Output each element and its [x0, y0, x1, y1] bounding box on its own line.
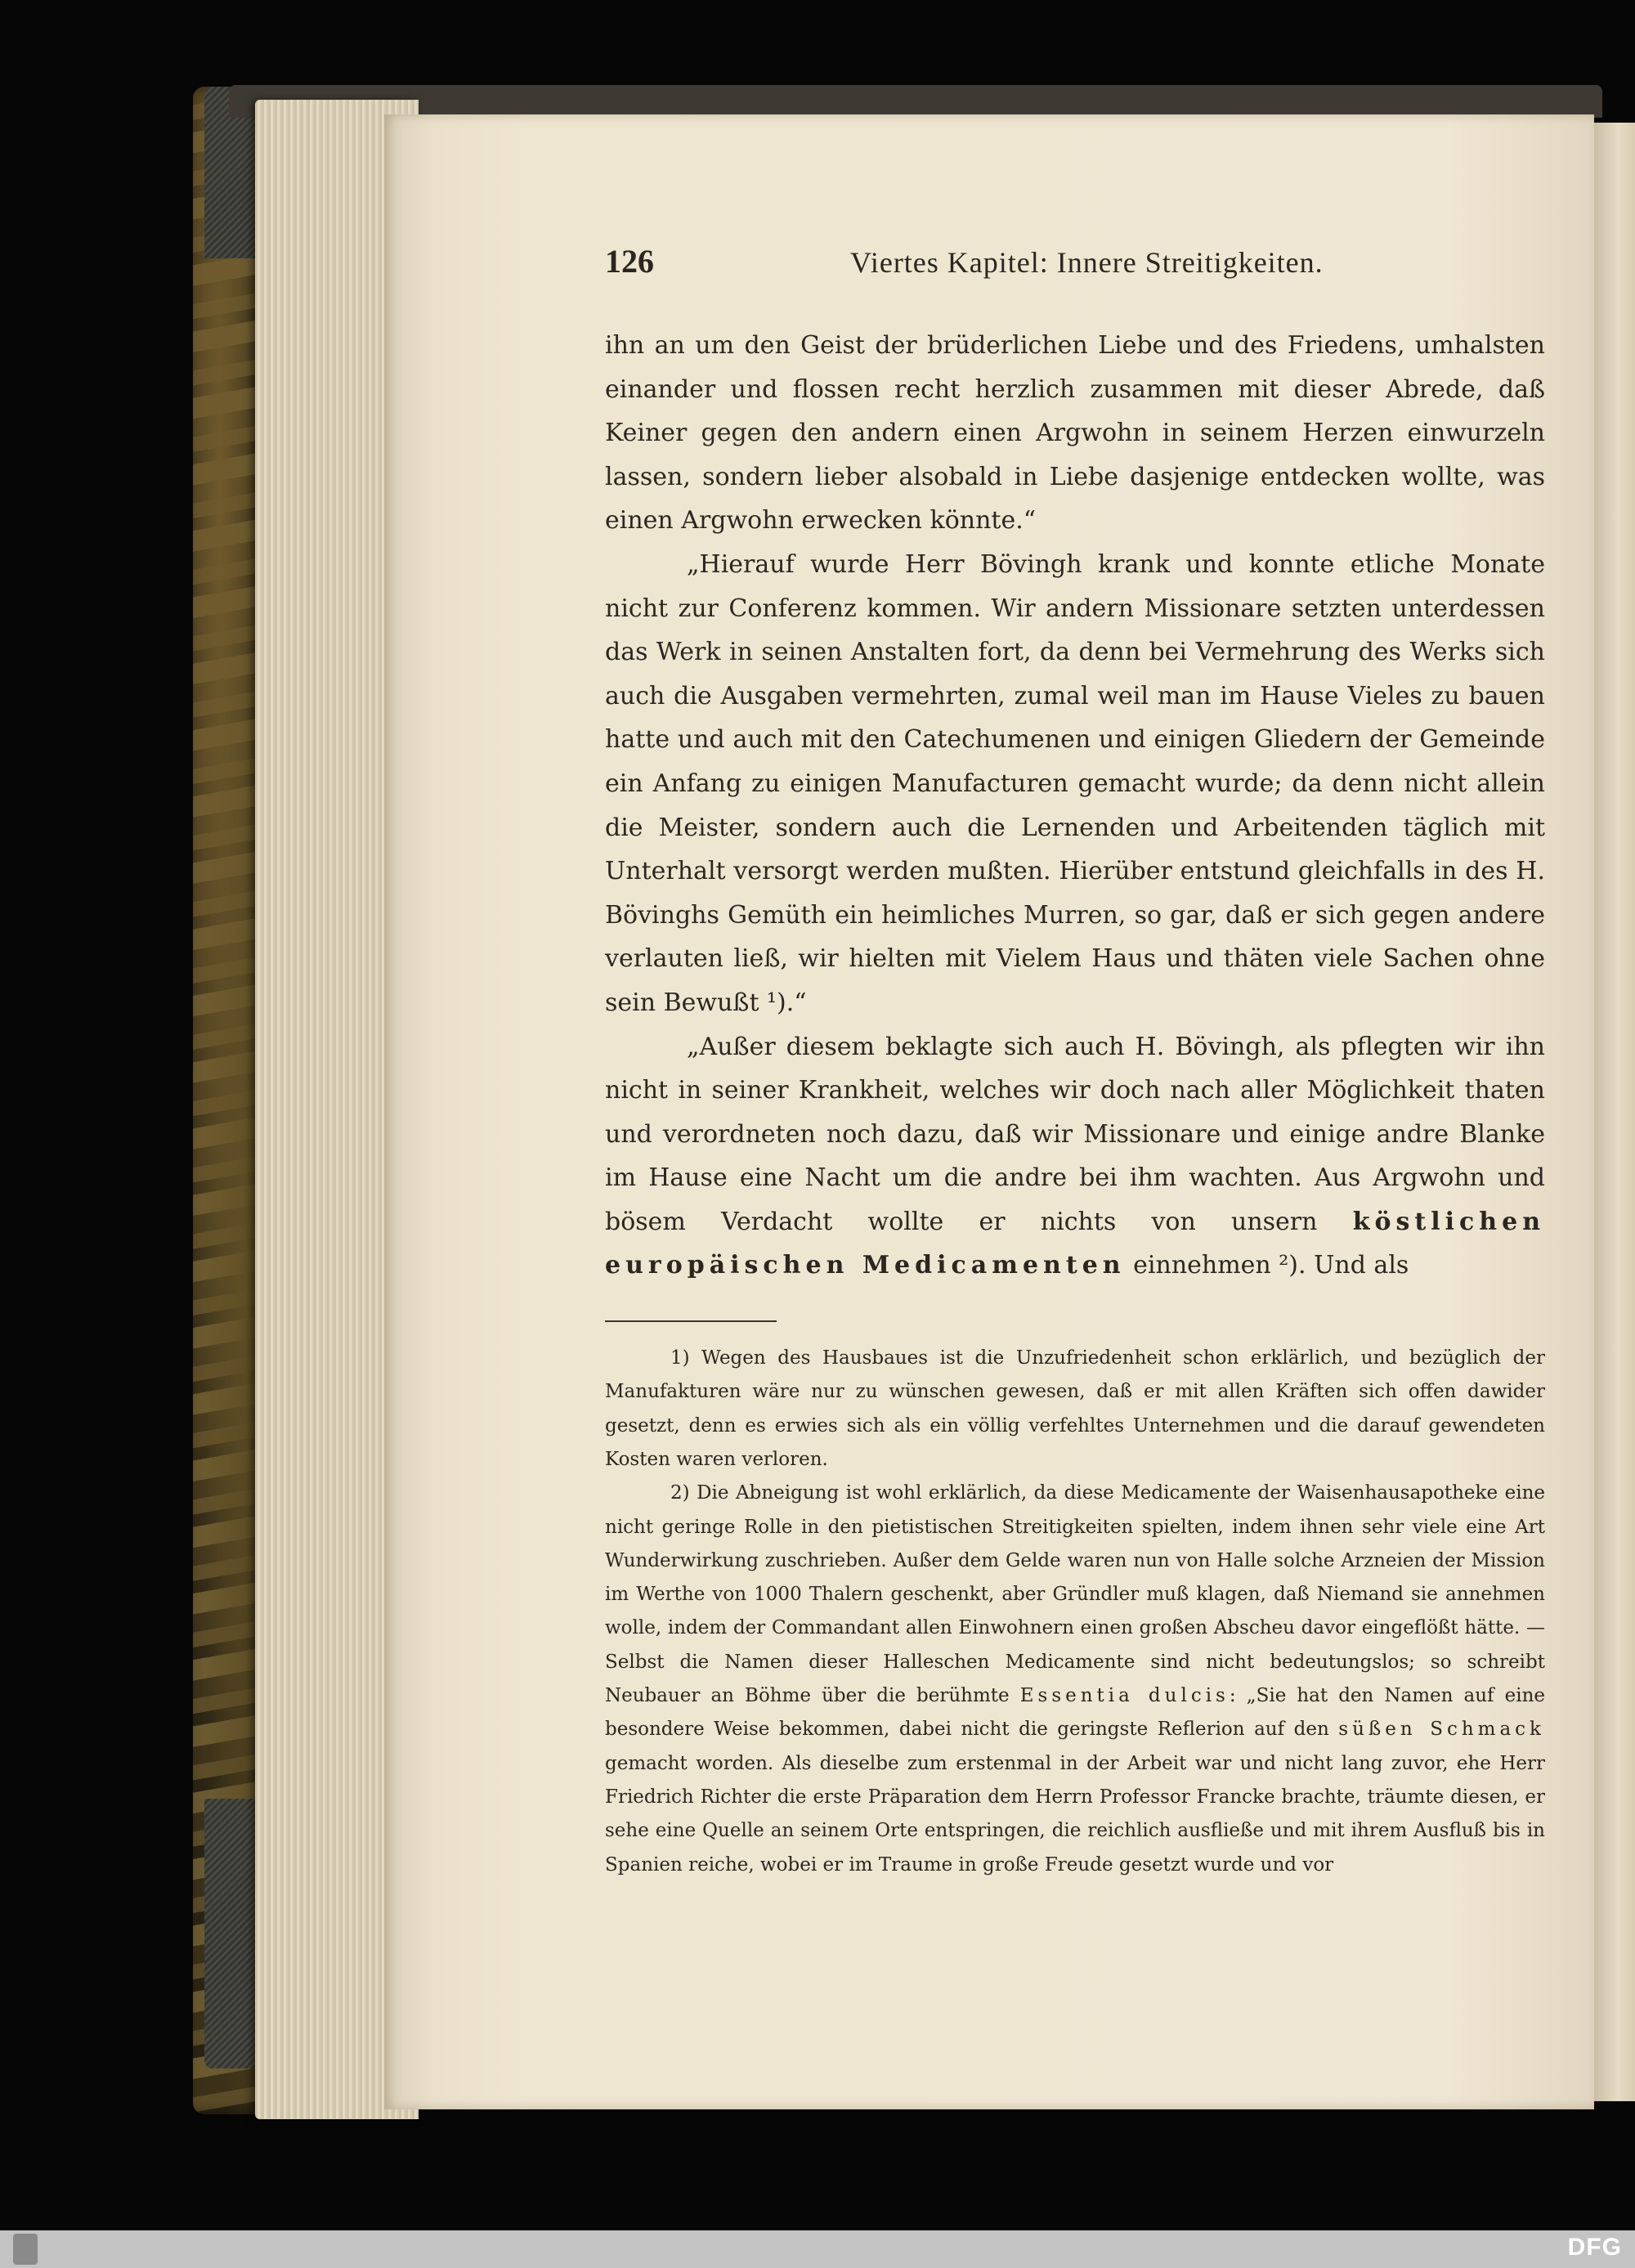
facing-page-edge: [1592, 123, 1635, 2101]
footnote-2-spaced-2: süßen Schmack: [1338, 1719, 1545, 1741]
paragraph-3: [605, 1025, 1545, 1289]
footnote-2-middle: : „Sie hat den Namen auf eine besondere Weise bekommen, dabei nicht die geringste Reflerion auf den: [605, 1685, 1546, 1741]
page-content: [605, 242, 1545, 1882]
paragraph-3-text: „Außer diesem beklagte sich auch H. Bövingh, als pflegten wir ihn nicht in seiner Krankheit, welches wir doch nach aller Möglichkeit thaten und verordneten noch dazu, daß wir Missionare und einige andre Blanke im Hause eine Nacht um die andre bei ihm wachten. Aus Argwohn und bösem Verdacht wollte er nichts von unsern: [605, 1032, 1545, 1236]
body-text: [605, 324, 1545, 1288]
paragraph-1: ihn an um den Geist der brüderlichen Liebe und des Friedens, umhalsten einander und flossen recht herzlich zusammen mit dieser Abrede, daß Keiner gegen den andern einen Argwohn in seinem Herzen einwurzeln lassen, sondern lieber alsobald in Liebe dasjenige entdecken wollte, was einen Argwohn erwecken könnte.“: [605, 331, 1545, 536]
footnote-1: 1) Wegen des Hausbaues ist die Unzufriedenheit schon erklärlich, und bezüglich der Manufakturen wäre nur zu wünschen gewesen, daß er mit allen Kräften sich offen dawider gesetzt, denn es erwies sich als ein völlig verfehltes Unternehmen und die darauf gewendeten Kosten waren verloren.: [605, 1347, 1545, 1470]
page-number: 126: [605, 243, 654, 280]
library-logo-icon: [13, 2234, 38, 2265]
running-head: [605, 242, 1545, 291]
paragraph-3-end: einnehmen ²). Und als: [1133, 1251, 1409, 1280]
footnote-2-end: gemacht worden. Als dieselbe zum erstenmal in der Arbeit war und nicht lang zuvor, ehe Herr Friedrich Richter die erste Präparation dem Herrn Professor Francke brachte, träumte diesen, er sehe eine Quelle an seinem Orte entspringen, die reichlich ausfließe und mit ihrem Ausfluß bis in Spanien reiche, wobei er im Traume in große Freude gesetzt wurde und vor: [605, 1752, 1545, 1876]
footnote-2: [605, 1477, 1545, 1882]
cover-board-top: [229, 85, 1602, 118]
footnote-2-spaced-1: Essentia dulcis: [1019, 1685, 1230, 1707]
paragraph-2: „Hierauf wurde Herr Bövingh krank und konnte etliche Monate nicht zur Conferenz kommen. Wir andern Missionare setzten unterdessen das Werk in seinen Anstalten fort, da denn bei Vermehrung des Werks sich auch die Ausgaben vermehrten, zumal weil man im Hause Vieles zu bauen hatte und auch mit den Catechumenen und einigen Gliedern der Gemeinde ein Anfang zu einigen Manufacturen gemacht wurde; da denn nicht allein die Meister, sondern auch die Lernenden und Arbeitenden täglich mit Unterhalt versorgt werden mußten. Hierüber entstund gleichfalls in des H. Bövinghs Gemüth ein heimliches Murren, so gar, daß er sich gegen andere verlauten ließ, wir hielten mit Vielem Haus und thäten viele Sachen ohne sein Bewußt ¹).“: [605, 549, 1545, 1017]
footnote-2-text: 2) Die Abneigung ist wohl erklärlich, da diese Medicamente der Waisenhausapotheke eine nicht geringe Rolle in den pietistischen Streitigkeiten spielten, indem ihnen sehr viele eine Art Wunderwirkung zuschrieben. Außer dem Gelde waren nun von Halle solche Arzneien der Mission im Werthe von 1000 Thalern geschenkt, aber Gründler muß klagen, daß Niemand sie annehmen wolle, indem der Commandant allen Einwohnern einen großen Abscheu davor eingeflößt hätte. — Selbst die Namen dieser Halleschen Medicamente sind nicht bedeutungslos; so schreibt Neubauer an Böhme über die berühmte: [605, 1482, 1545, 1707]
cover-cloth-bottom: [204, 1799, 262, 2069]
viewer-bottom-bar: [0, 2230, 1635, 2268]
footnote-rule: [605, 1320, 777, 1322]
dfg-logo: DFG: [1567, 2234, 1622, 2261]
running-title: Viertes Kapitel: Innere Streitigkeiten.: [850, 246, 1324, 279]
spaced-emphasis: köstlichen europäischen Medicamenten: [605, 1207, 1545, 1280]
footnotes: [605, 1342, 1545, 1882]
